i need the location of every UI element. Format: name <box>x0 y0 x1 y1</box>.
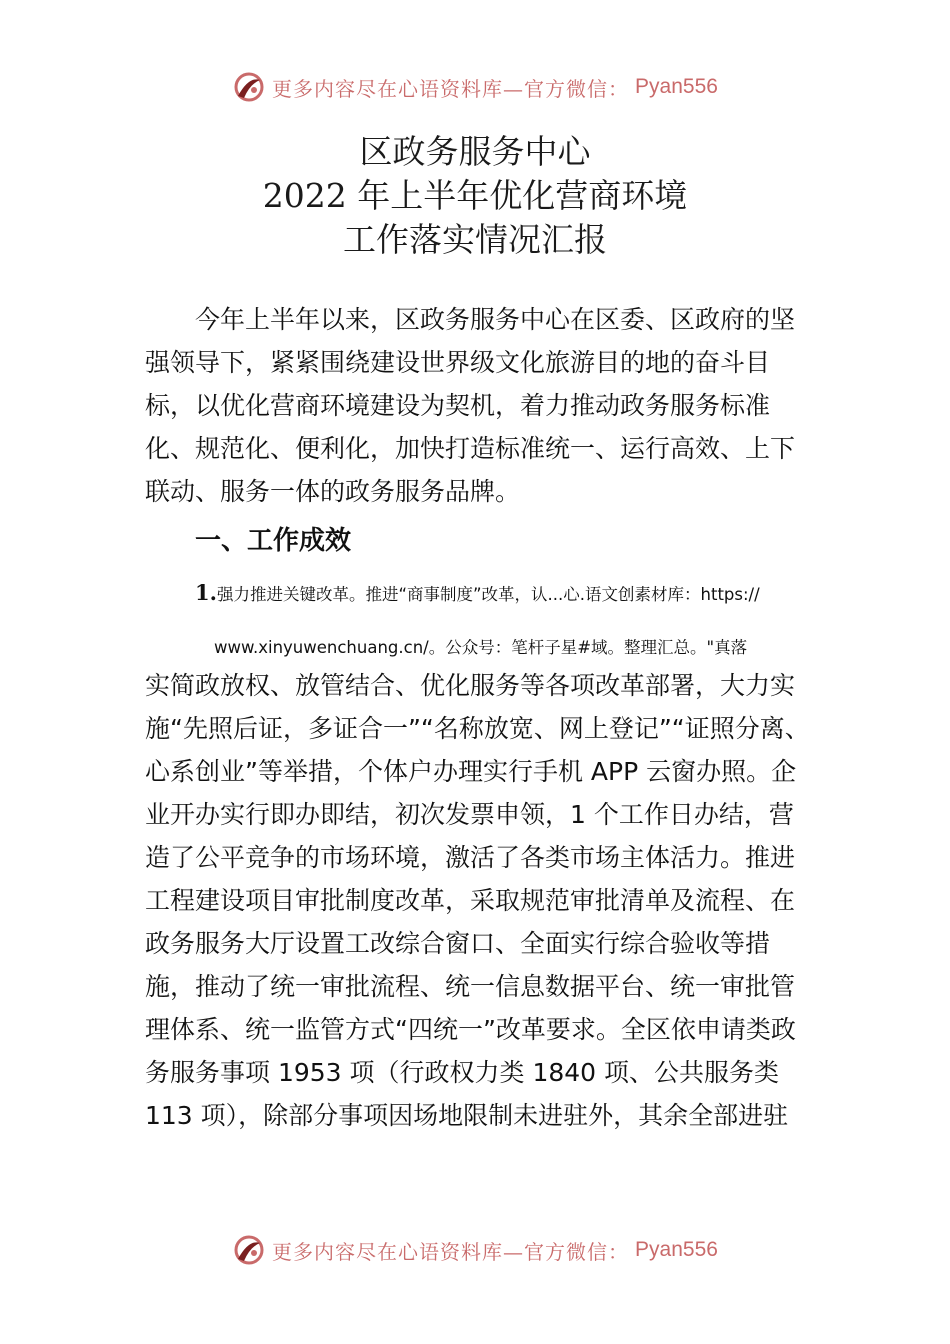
section-heading: 一、工作成效 <box>195 526 352 556</box>
logo-icon <box>232 1233 266 1267</box>
title-line-3: 工作落实情况汇报 <box>343 220 607 259</box>
body-paragraph: 实简政放权、放管结合、优化服务等各项改革部署，大力实施“先照后证，多证合一”“名称放宽、网上登记”“证照分离、心系创业”等举措，个体户办理实行手机 APP 云窗办照。企业开办实行即办即结，初次发票申领，1 个工作日办结，营造了公平竞争的市场环境，激活了各类市场主体活力。推进工程建设项目审批制度改革，采取规范审批清单及流程、在政务服务大厅设置工改综合窗口、全面实行综合验收等措施，推动了统一审批流程、统一信息数据平台、统一审批管理体系、统一监管方式“四统一”改革要求。全区依申请类政务服务事项 1953 项（行政权力类 1840 项、公共服务类 113 项），除部分事项因场地限制未进驻外，其余全部进驻 <box>145 671 810 1130</box>
wechat-handle: Pyan556 <box>635 75 718 98</box>
logo-icon <box>232 70 266 104</box>
banner-text: 更多内容尽在心语资料库—官方微信： <box>272 76 630 101</box>
item-number: 1. <box>195 580 217 605</box>
item-1-source-line: www.xinyuwenchuang.cn/。公众号：笔杆子星#域。整理汇总。"真落 <box>214 638 748 657</box>
intro-paragraph: 今年上半年以来，区政务服务中心在区委、区政府的坚强领导下，紧紧围绕建设世界级文化旅游目的地的奋斗目标，以优化营商环境建设为契机，着力推动政务服务标准化、规范化、便利化，加快打造标准统一、运行高效、上下联动、服务一体的政务服务品牌。 <box>145 305 796 506</box>
item-1-lead-text: 强力推进关键改革。推进“商事制度”改革，认...心.语文创素材库：https:// <box>216 585 760 604</box>
item-1-lead <box>195 580 815 605</box>
wechat-handle: Pyan556 <box>635 1238 718 1261</box>
title-line-2: 2022 年上半年优化营商环境 <box>262 176 688 215</box>
banner-text: 更多内容尽在心语资料库—官方微信： <box>272 1239 630 1264</box>
footer-banner <box>0 1233 950 1267</box>
document-title <box>0 130 950 262</box>
title-line-1: 区政务服务中心 <box>359 132 591 171</box>
header-banner <box>0 70 950 104</box>
